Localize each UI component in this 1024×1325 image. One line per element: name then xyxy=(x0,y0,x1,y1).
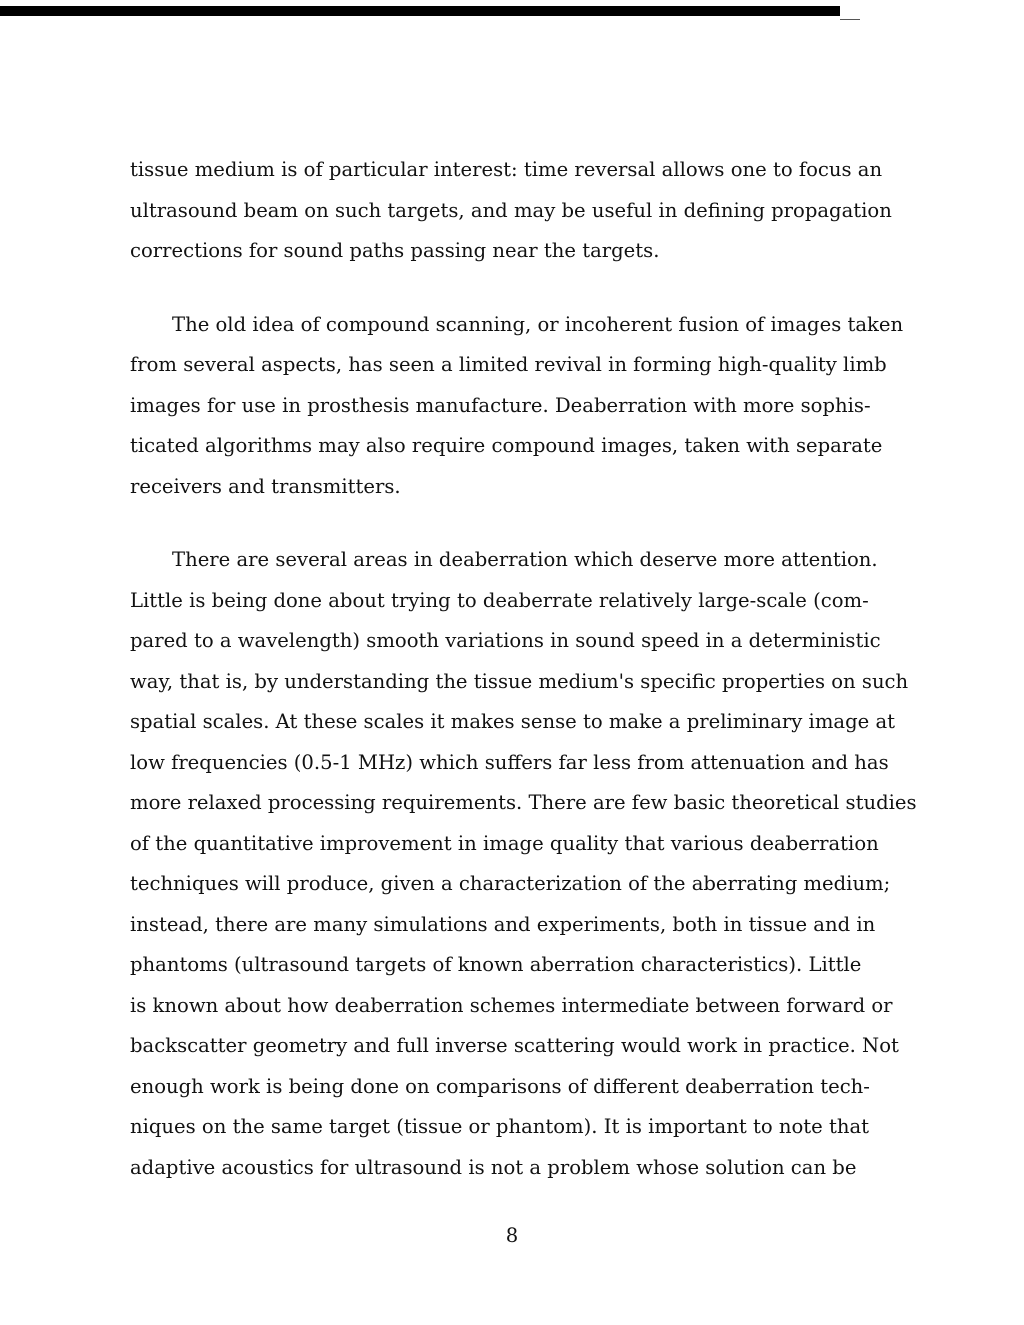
text-line: tissue medium is of particular interest: time reversal allows one to focus an xyxy=(130,158,883,181)
scan-border-bar xyxy=(0,6,840,16)
text-line: low frequencies (0.5-1 MHz) which suffers far less from attenuation and has xyxy=(130,750,889,774)
text-line: enough work is being done on comparisons of different deaberration tech- xyxy=(130,1074,870,1098)
document-body xyxy=(130,150,917,1188)
text-line: backscatter geometry and full inverse scattering would work in practice. Not xyxy=(130,1034,899,1057)
text-line: The old idea of compound scanning, or incoherent fusion of images taken xyxy=(172,312,904,336)
paragraph-3 xyxy=(130,540,917,1188)
paragraph-2 xyxy=(130,305,904,508)
text-line: of the quantitative improvement in image quality that various deaberration xyxy=(130,831,879,855)
text-line: ticated algorithms may also require compound images, taken with separate xyxy=(130,434,883,457)
text-line: images for use in prosthesis manufacture. Deaberration with more sophis- xyxy=(130,393,871,417)
text-line: from several aspects, has seen a limited revival in forming high-quality limb xyxy=(130,353,887,376)
text-line: adaptive acoustics for ultrasound is not a problem whose solution can be xyxy=(130,1155,857,1179)
page-number: 8 xyxy=(505,1224,519,1247)
text-line: more relaxed processing requirements. There are few basic theoretical studies xyxy=(130,791,917,814)
text-line: is known about how deaberration schemes intermediate between forward or xyxy=(130,993,893,1017)
text-line: niques on the same target (tissue or phantom). It is important to note that xyxy=(130,1115,870,1138)
text-line: ultrasound beam on such targets, and may be useful in defining propagation xyxy=(130,198,892,222)
scan-border-line xyxy=(840,19,860,20)
text-line: Little is being done about trying to deaberrate relatively large-scale (com- xyxy=(130,588,869,612)
text-line: receivers and transmitters. xyxy=(130,474,401,498)
paragraph-1 xyxy=(130,150,892,272)
text-line: spatial scales. At these scales it makes sense to make a preliminary image at xyxy=(130,710,896,733)
text-line: way, that is, by understanding the tissue medium's specific properties on such xyxy=(130,669,909,693)
text-line: instead, there are many simulations and experiments, both in tissue and in xyxy=(130,912,876,936)
text-line: corrections for sound paths passing near the targets. xyxy=(130,239,660,262)
text-line: There are several areas in deaberration which deserve more attention. xyxy=(172,548,878,571)
text-line: phantoms (ultrasound targets of known aberration characteristics). Little xyxy=(130,953,862,976)
text-line: pared to a wavelength) smooth variations in sound speed in a deterministic xyxy=(130,629,881,652)
text-line: techniques will produce, given a characterization of the aberrating medium; xyxy=(130,872,891,895)
